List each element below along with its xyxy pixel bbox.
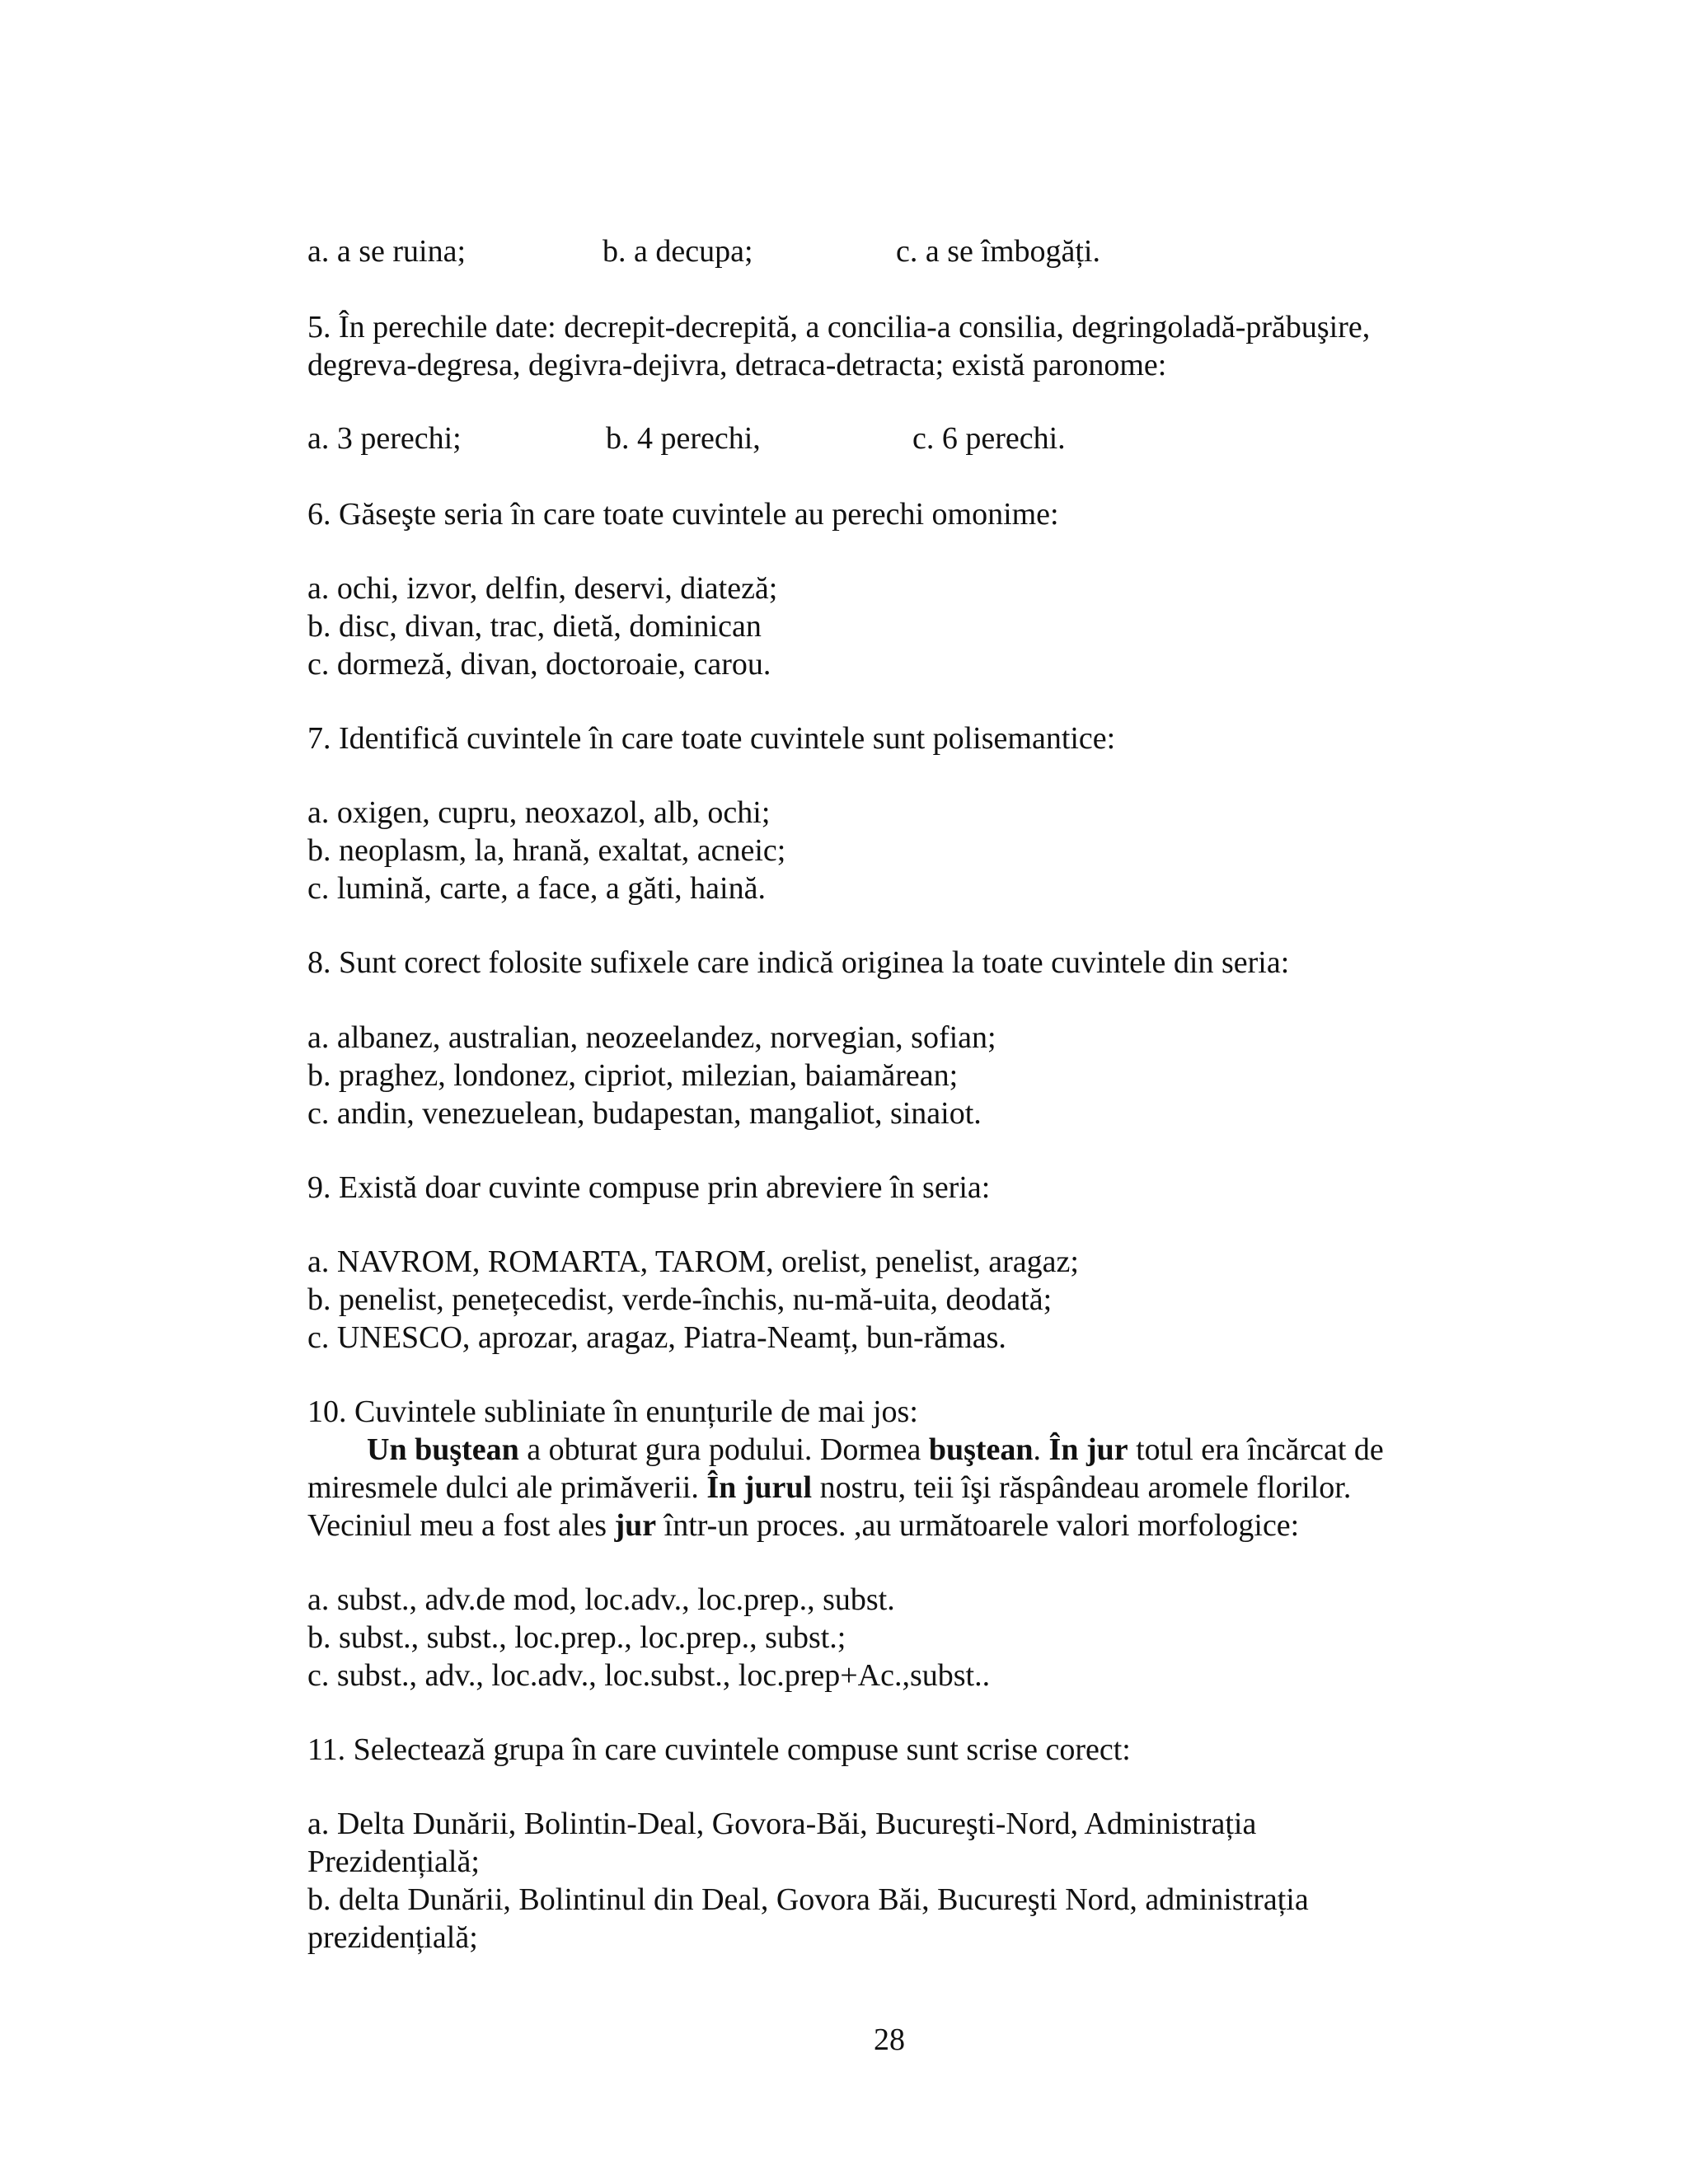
option-a: a. a se ruina;: [307, 234, 467, 269]
question-9: 9. Există doar cuvinte compuse prin abreviere în seria:: [307, 1170, 991, 1205]
question-5-line-2: degreva-degresa, degivra-dejivra, detraca-detracta; există paronome:: [307, 348, 1167, 382]
q11-option-b-line-2: prezidențială;: [307, 1920, 478, 1955]
emphasis: În jur: [1048, 1432, 1128, 1467]
option-b: b. 4 perechi,: [606, 421, 761, 456]
question-6: 6. Găseşte seria în care toate cuvintele au perechi omonime:: [307, 497, 1059, 532]
q7-option-b: b. neoplasm, la, hrană, exaltat, acneic;: [307, 833, 786, 868]
q8-option-a: a. albanez, australian, neozeelandez, norvegian, sofian;: [307, 1020, 996, 1055]
q11-option-a-line-2: Prezidențială;: [307, 1844, 480, 1879]
question-5-line-1: 5. În perechile date: decrepit-decrepită, a concilia-a consilia, degringoladă-prăbuşire,: [307, 310, 1371, 344]
option-b: b. a decupa;: [603, 234, 753, 269]
question-8: 8. Sunt corect folosite sufixele care indică originea la toate cuvintele din seria:: [307, 945, 1290, 980]
question-11: 11. Selectează grupa în care cuvintele compuse sunt scrise corect:: [307, 1732, 1131, 1767]
q6-option-c: c. dormeză, divan, doctoroaie, carou.: [307, 647, 771, 682]
q8-option-b: b. praghez, londonez, cipriot, milezian, baiamărean;: [307, 1058, 959, 1093]
emphasis: buştean: [928, 1432, 1034, 1467]
option-a: a. 3 perechi;: [307, 421, 462, 456]
emphasis: Un buştean: [367, 1432, 519, 1467]
question-10: 10. Cuvintele subliniate în enunțurile de mai jos:: [307, 1394, 918, 1429]
document-page: [307, 0, 1428, 2184]
q7-option-c: c. lumină, carte, a face, a găti, haină.: [307, 871, 766, 906]
q9-option-c: c. UNESCO, aprozar, aragaz, Piatra-Neamț, bun-rămas.: [307, 1320, 1006, 1355]
q6-option-b: b. disc, divan, trac, dietă, dominican: [307, 609, 762, 644]
page-number: 28: [874, 2022, 905, 2057]
q10-option-c: c. subst., adv., loc.adv., loc.subst., loc.prep+Ac.,subst..: [307, 1658, 991, 1693]
option-c: c. 6 perechi.: [912, 421, 1066, 456]
q10-passage-line-2: miresmele dulci ale primăverii. În jurul nostru, teii îşi răspândeau aromele florilor.: [307, 1470, 1352, 1505]
q10-passage-line-3: Veciniul meu a fost ales jur într-un proces. ,au următoarele valori morfologice:: [307, 1508, 1300, 1543]
option-c: c. a se îmbogăți.: [896, 234, 1100, 269]
q11-option-b-line-1: b. delta Dunării, Bolintinul din Deal, Govora Băi, Bucureşti Nord, administrația: [307, 1882, 1309, 1917]
question-7: 7. Identifică cuvintele în care toate cuvintele sunt polisemantice:: [307, 721, 1116, 756]
q10-option-b: b. subst., subst., loc.prep., loc.prep., subst.;: [307, 1620, 846, 1655]
emphasis: În jurul: [706, 1470, 813, 1505]
q10-passage-line-1: Un buştean a obturat gura podului. Dormea buştean. În jur totul era încărcat de: [367, 1432, 1384, 1467]
q10-option-a: a. subst., adv.de mod, loc.adv., loc.prep., subst.: [307, 1582, 895, 1617]
q9-option-a: a. NAVROM, ROMARTA, TAROM, orelist, penelist, aragaz;: [307, 1244, 1079, 1279]
q9-option-b: b. penelist, penețecedist, verde-închis, nu-mă-uita, deodată;: [307, 1282, 1053, 1317]
q8-option-c: c. andin, venezuelean, budapestan, mangaliot, sinaiot.: [307, 1096, 982, 1131]
q6-option-a: a. ochi, izvor, delfin, deservi, diateză;: [307, 571, 778, 606]
q11-option-a-line-1: a. Delta Dunării, Bolintin-Deal, Govora-Băi, Bucureşti-Nord, Administrația: [307, 1807, 1257, 1841]
emphasis: jur: [614, 1508, 657, 1543]
q7-option-a: a. oxigen, cupru, neoxazol, alb, ochi;: [307, 795, 771, 830]
